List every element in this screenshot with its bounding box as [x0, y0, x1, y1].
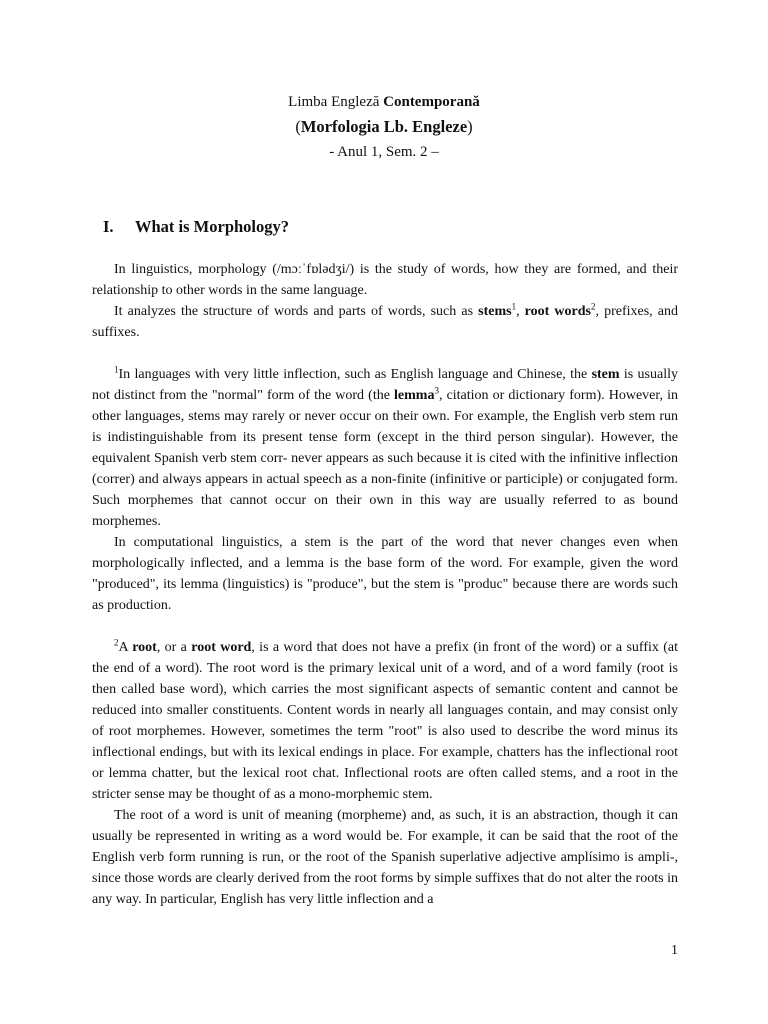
text-run: , citation or dictionary form). However, in other languages, stems may rarely or never occur on their own. For example, the English verb stem run is indistinguishable from its present tense form (except in the third person singular). However, the equivalent Spanish verb stem corr- never appears as such because it is cited with the infinitive inflection (correr) and always appears in actual speech as a non-finite (infinitive or participle) or conjugated form. Such morphemes that cannot occur on their own in this way are usually referred to as bound morphemes.	[92, 388, 678, 529]
paragraph-computational: In computational linguistics, a stem is the part of the word that never changes even when morphologically inflected, and a lemma is the base form of the word. For example, given the word "produced", its lemma (linguistics) is "produce", but the stem is "produc" because there are words such as production.	[92, 535, 678, 613]
course-year: - Anul 1, Sem. 2 –	[329, 144, 439, 160]
paren-close: )	[467, 117, 473, 136]
note-marker-1: 1	[114, 364, 119, 375]
term-stems: stems	[478, 304, 512, 319]
text-run: is usually not distinct from the "normal" form of the word (the	[92, 367, 679, 403]
course-subtitle-bold: Morfologia Lb. Engleze	[300, 117, 468, 136]
paragraph-note-root	[92, 637, 678, 805]
footnote-ref-1: 1	[511, 301, 517, 312]
note-marker-2: 2	[114, 637, 119, 648]
term-root-word: root word	[191, 640, 252, 655]
paragraph-structure	[92, 301, 678, 343]
paragraph-definition: In linguistics, morphology (/mɔːˈfɒlədʒi/) is the study of words, how they are formed, and their relationship to other words in the same language.	[92, 262, 678, 298]
term-stem: stem	[591, 367, 620, 382]
body-text	[92, 259, 678, 910]
text-run: , prefixes, and suffixes.	[92, 304, 678, 340]
paren-open: (	[295, 117, 301, 136]
course-title	[0, 93, 768, 111]
spacer	[92, 343, 678, 364]
section-title: What is Morphology?	[135, 217, 290, 236]
term-root-words: root words	[524, 304, 591, 319]
term-lemma: lemma	[394, 388, 435, 403]
text-run: A	[118, 640, 133, 655]
text-run: In languages with very little inflection, such as English language and Chinese, the	[118, 367, 592, 382]
term-root: root	[132, 640, 157, 655]
paragraph-root-meaning: The root of a word is unit of meaning (morpheme) and, as such, it is an abstraction, though it can usually be represented in writing as a word would be. For example, it can be said that the root of the English verb form running is run, or the root of the Spanish superlative adjective amplísimo is ampli-, since those words are clearly derived from the root forms by simple suffixes that do not alter the roots in any way. In particular, English has very little inflection and a	[92, 808, 678, 907]
spacer	[92, 616, 678, 637]
course-title-bold: Contemporană	[383, 94, 480, 110]
paragraph-note-stem	[92, 364, 678, 532]
section-heading	[103, 217, 289, 237]
footnote-ref-2: 2	[590, 301, 596, 312]
section-number: I.	[103, 217, 114, 236]
footnote-ref-3: 3	[434, 385, 439, 396]
course-subtitle	[0, 117, 768, 137]
text-run: It analyzes the structure of words and parts of words, such as	[114, 304, 479, 319]
text-run: ,	[516, 304, 525, 319]
course-title-plain: Limba Engleză	[288, 94, 384, 110]
text-run: , is a word that does not have a prefix (in front of the word) or a suffix (at the end of a word). The root word is the primary lexical unit of a word, and of a word family (root is then called base word), which carries the most significant aspects of semantic content and cannot be reduced into smaller constituents. Content words in nearly all languages contain, and may consist only of root morphemes. However, sometimes the term "root" is also used to describe the word minus its inflectional endings, but with its lexical endings in place. For example, chatters has the inflectional root or lemma chatter, but the lexical root chat. Inflectional roots are often called stems, and a root in the stricter sense may be thought of as a mono-morphemic stem.	[92, 640, 678, 802]
page-number: 1	[671, 943, 678, 958]
text-run: , or a	[156, 640, 192, 655]
